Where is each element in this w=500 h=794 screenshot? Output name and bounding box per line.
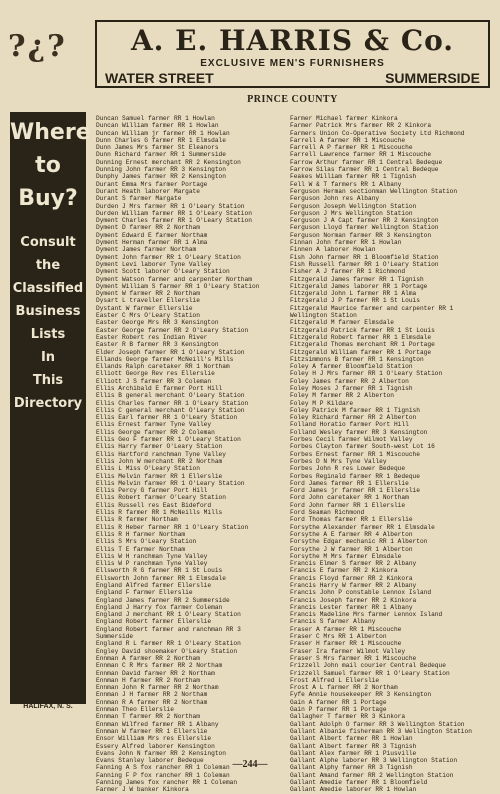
- directory-entry: Ensor William Mrs res Ellerslie: [96, 735, 212, 743]
- directory-entry: Ellis Harry farmer O'Leary Station: [96, 443, 223, 451]
- directory-entry: Fish John farmer RR 1 Bloomfield Station: [290, 253, 439, 261]
- directory-entry: Dysart L traveller Ellerslie: [96, 297, 200, 305]
- directory-entry: Easter Robert res Indian River: [96, 333, 208, 341]
- sidebar-word: Lists: [30, 327, 66, 342]
- directory-entry: Durden J Mrs farmer RR 1 O'Leary Station: [96, 202, 245, 210]
- directory-entry: Easter C Mrs O'Leary Station: [96, 312, 200, 320]
- publisher-name-line: DIRECTORIES: [13, 637, 83, 648]
- directory-entry: Ellis Charles farmer RR 1 O'Leary Station: [96, 399, 249, 407]
- sidebar-word: In: [40, 350, 56, 365]
- directory-entry: Ferguson J A Capt farmer RR 2 Kensington: [290, 217, 439, 225]
- directory-entry: Fitzgerald John L farmer RR 1 Alma: [290, 290, 417, 298]
- directory-entry: Dyment Edward E farmer Northam: [96, 231, 208, 239]
- directory-entry: Francis E farmer RR 2 Kinkora: [290, 567, 398, 575]
- directory-entry: Fraser A farmer RR 1 Miscouche: [290, 625, 402, 633]
- right-listing-column: [290, 115, 495, 794]
- directory-entry: Dyment Levi laborer Tyne Valley: [96, 260, 212, 268]
- directory-entry: Gallant Albert farmer RR 1 Howlan: [290, 735, 413, 743]
- directory-entry: Dunn Richard farmer RR 1 Summerside: [96, 151, 226, 159]
- directory-entry: Essery Alfred laborer Kensington: [96, 742, 215, 750]
- directory-entry: Dyment Charles farmer RR 1 O'Leary Station: [96, 217, 252, 225]
- directory-entry: Dyment D farmer RR 2 Northam: [96, 224, 200, 232]
- directory-entry: Ellis Melvin farmer RR 1 O'Leary Station: [96, 479, 245, 487]
- directory-entry: Frizzell Samuel farmer RR 1 O'Leary Station: [290, 669, 450, 677]
- directory-entry: Fitzgerald Thomas merchant RR 1 Portage: [290, 341, 435, 349]
- directory-entry: Dunn Charles G farmer RR 1 Elmsdale: [96, 136, 226, 144]
- directory-entry: Duncan Samuel farmer RR 1 Howlan: [96, 115, 215, 122]
- directory-entry: Fell W & T farmers RR 1 Albany: [290, 180, 402, 188]
- directory-entry: Foley James farmer RR 2 Alberton: [290, 377, 409, 385]
- directory-entry: Forbes Clayton farmer South-west Lot 16: [290, 443, 435, 451]
- directory-entry: Francis Harry W farmer RR 2 Albany: [290, 582, 417, 589]
- directory-entry: Forbes Reginald farmer RR 1 Bedeque: [290, 472, 420, 480]
- harris-advertisement: [95, 20, 490, 88]
- directory-entry: Ellis Geo F farmer RR 1 O'Leary Station: [96, 436, 241, 444]
- directory-entry: Ferguson J Mrs Wellington Station: [290, 209, 413, 217]
- directory-entry: Farrell A farmer RR 1 Miscouche: [290, 136, 406, 144]
- directory-entry: Foley M farmer RR 2 Alberton: [290, 392, 394, 400]
- publisher-address: 183 Hollis Street: [24, 691, 72, 697]
- directory-entry: Ellis George farmer RR 2 Coleman: [96, 428, 215, 436]
- directory-entry: Ellis Russell res East Bideford: [96, 501, 212, 509]
- company-city: SUMMERSIDE: [385, 70, 480, 86]
- directory-entry: Ferguson Joseph Wellington Station: [290, 202, 417, 210]
- directory-entry: Gallant Alex farmer RR 1 Piusville: [290, 749, 417, 757]
- directory-entry: Dyment James farmer Northam: [96, 246, 197, 254]
- directory-entry: Forbes Cecil farmer Wilmot Valley: [290, 436, 413, 444]
- directory-entry: England Alfred farmer Ellerslie: [96, 582, 212, 589]
- directory-entry: Ellis R Heber farmer RR 1 O'Leary Station: [96, 523, 249, 531]
- directory-entry: Durant Emma Mrs farmer Portage: [96, 180, 208, 188]
- sidebar-word: the: [35, 258, 61, 273]
- directory-entry: Dyment Scott laborer O'Leary Station: [96, 268, 230, 276]
- directory-entry: Ford Thomas farmer RR 1 Ellerslie: [290, 516, 413, 524]
- directory-entry: Francis Lester farmer RR 1 Albany: [290, 603, 413, 611]
- directory-entry: Dystant W farmer Ellerslie: [96, 304, 193, 312]
- directory-entry: England J Harry fox farmer Coleman: [96, 603, 223, 611]
- directory-entry: Engley David shoemaker O'Leary Station: [96, 647, 238, 655]
- directory-entry: Durden William farmer RR 1 O'Leary Station: [96, 209, 252, 217]
- directory-entry: Ennman W farmer RR 1 Ellerslie: [96, 727, 208, 735]
- directory-entry: Elliott J S farmer RR 3 Coleman: [96, 377, 212, 385]
- directory-entry: Farmer Michael farmer Kinkora: [290, 115, 398, 122]
- directory-entry: Dyment Herman farmer RR 1 Alma: [96, 239, 208, 247]
- directory-entry: Ferguson Lloyd farmer Wellington Station: [290, 224, 439, 232]
- directory-entry: Gallant Alphy farmer RR 3 Tignish: [290, 764, 413, 772]
- company-tagline: EXCLUSIVE MEN'S FURNISHERS: [200, 58, 385, 69]
- sidebar-word: Classified: [12, 281, 84, 296]
- directory-entry: Ellis W P ranchman Tyne Valley: [96, 560, 208, 568]
- directory-entry: Ford James jr farmer RR 1 Ellerslie: [290, 487, 420, 495]
- directory-entry: Elder Joseph farmer RR 1 O'Leary Station: [96, 348, 245, 356]
- directory-entry: Ford Seaman Richmond: [290, 509, 365, 517]
- directory-entry: Fish Russell farmer RR 1 O'Leary Station: [290, 260, 439, 268]
- directory-entry: Finnan John farmer RR 1 Howlan: [290, 239, 402, 247]
- question-marks-icon: ?¿?: [8, 29, 67, 64]
- publisher-city: HALIFAX, N. S.: [23, 703, 73, 710]
- directory-entry: Ellis Ernest farmer Tyne Valley: [96, 421, 212, 429]
- sidebar-word: Business: [15, 304, 81, 319]
- directory-entry: Dyment William S farmer RR 1 O'Leary Station: [96, 282, 260, 290]
- directory-entry: Farrell Lawrence farmer RR 1 Miscouche: [290, 151, 432, 159]
- directory-entry: Ennman J H farmer RR 2 Northam: [96, 691, 208, 699]
- publisher-label: PUBLISHED BY: [18, 604, 78, 611]
- directory-entry: Wellington Station: [290, 312, 357, 320]
- directory-entry: Francis Floyd farmer RR 2 Kinkora: [290, 574, 413, 582]
- sidebar-word: to: [35, 153, 61, 178]
- directory-entry: Ennman Theo Ellerslie: [96, 706, 174, 714]
- directory-entry: Fitzgerald James farmer RR 1 Tignish: [290, 275, 424, 283]
- directory-entry: Ellis R H farmer Northam: [96, 530, 186, 538]
- directory-entry: Forbes Ernest farmer RR 1 Miscouche: [290, 450, 420, 458]
- directory-entry: Ellis B general merchant O'Leary Station: [96, 392, 245, 400]
- directory-entry: Ennman A farmer RR 2 Northam: [96, 654, 200, 662]
- directory-entry: Easter George Mrs RR 3 Kensington: [96, 319, 219, 327]
- directory-entry: Ellis Robert farmer O'Leary Station: [96, 494, 226, 502]
- directory-entry: Farmers Union Co-Operative Society Ltd Richmond: [290, 129, 465, 137]
- directory-entry: Durant S farmer Margate: [96, 195, 182, 203]
- directory-entry: Ellis S Mrs O'Leary Station: [96, 538, 197, 546]
- directory-entry: Ellis Archibald E farmer Port Hill: [96, 384, 223, 392]
- directory-entry: Gallant Amedie farmer RR 1 Bloomfield: [290, 779, 428, 787]
- directory-entry: Forsythe A E farmer RR 4 Alberton: [290, 530, 413, 538]
- directory-entry: Folland Wesley farmer RR 3 Kensington: [290, 428, 428, 436]
- directory-entry: Gallant Albert farmer RR 3 Tignish: [290, 742, 417, 750]
- directory-entry: Ellis John W merchant RR 2 Northam: [96, 457, 223, 465]
- directory-entry: Fitzgerald Patrick farmer RR 1 St Louis: [290, 326, 435, 334]
- directory-entry: Ellis R farmer Northam: [96, 516, 178, 524]
- directory-entry: Gallagher T farmer RR 3 Kinkora: [290, 713, 406, 721]
- directory-entry: Forsythe Edgar mechanic RR 1 Alberton: [290, 538, 428, 546]
- directory-entry: Ennman T farmer RR 2 Northam: [96, 713, 200, 721]
- directory-entry: Gain A farmer RR 1 Portage: [290, 698, 387, 706]
- directory-entry: Dunn James Mrs farmer St Eleanors: [96, 144, 219, 152]
- directory-entry: Ellis R farmer RR 1 McNeills Mills: [96, 509, 223, 517]
- directory-entry: England Robert farmer Ellerslie: [96, 618, 212, 626]
- directory-entry: Fanning James fox rancher RR 1 Coleman: [96, 779, 238, 787]
- directory-entry: Ferguson Norman farmer RR 3 Kensington: [290, 231, 432, 239]
- directory-entry: Farmer J W banker Kinkora: [96, 786, 189, 794]
- publisher-name: [10, 619, 86, 683]
- directory-entry: Francis John P constable Lennox Island: [290, 589, 432, 597]
- directory-entry: Fanning A S fox rancher RR 1 Coleman: [96, 764, 230, 772]
- directory-entry: Easter R B farmer RR 3 Kensington: [96, 341, 219, 349]
- directory-entry: Fraser S Mrs farmer RR 1 Miscouche: [290, 654, 417, 662]
- directory-entry: Ennman R A farmer RR 2 Northam: [96, 698, 208, 706]
- directory-entry: Gallant Albanie fisherman RR 3 Wellington Station: [290, 727, 472, 735]
- directory-entry: Gallant Amand farmer RR 2 Wellington Station: [290, 771, 454, 779]
- directory-entry: Ellsworth John farmer RR 1 Elmsdale: [96, 574, 226, 582]
- sidebar-word: Directory: [13, 396, 83, 411]
- directory-entry: Gallant Alphe laborer RR 3 Wellington Station: [290, 757, 458, 765]
- directory-entry: Duncan William jr farmer RR 1 Howlan: [96, 129, 230, 137]
- directory-entry: Ellis C general merchant O'Leary Station: [96, 406, 245, 414]
- directory-entry: Durant Heath laborer Margate: [96, 187, 200, 195]
- directory-entry: Elliott George Rev res Ellerslie: [96, 370, 215, 378]
- directory-entry: Francis Madeline Mrs farmer Lennox Island: [290, 611, 443, 619]
- directory-entry: Francis Elmer S farmer RR 2 Albany: [290, 560, 417, 568]
- directory-entry: Farrow Silas farmer RR 1 Central Bedeque: [290, 166, 439, 174]
- directory-entry: England R L farmer RR 1 O'Leary Station: [96, 640, 241, 648]
- directory-entry: Farmer Patrick Mrs farmer RR 2 Kinkora: [290, 122, 432, 130]
- directory-entry: Foley Moses J farmer RR 1 Tignish: [290, 384, 413, 392]
- directory-entry: Ellands George farmer McNeill's Mills: [96, 355, 234, 363]
- directory-entry: Foley H J Mrs farmer RR 1 O'Leary Station: [290, 370, 443, 378]
- directory-entry: Summerside: [96, 633, 134, 641]
- directory-entry: Fitzgerald M farmer Elmsdale: [290, 319, 394, 327]
- directory-entry: Ennman John R farmer RR 2 Northam: [96, 684, 219, 692]
- directory-entry: Foley Patrick M farmer RR 1 Tignish: [290, 406, 420, 414]
- directory-entry: Ford James farmer RR 1 Ellerslie: [290, 479, 409, 487]
- directory-entry: Ennman Wilfred farmer RR 1 Albany: [96, 720, 219, 728]
- directory-entry: Dyment John farmer RR 1 O'Leary Station: [96, 253, 241, 261]
- directory-entry: Ellis Hartford ranchman Tyne Valley: [96, 450, 226, 458]
- publisher-name-line: ATLANTIC: [23, 653, 73, 664]
- directory-entry: Farrow Arthur farmer RR 1 Central Bedeque: [290, 158, 443, 166]
- directory-entry: Forbes John R res Lower Bedeque: [290, 465, 406, 473]
- directory-entry: Fisher A J farmer RR 1 Richmond: [290, 268, 406, 276]
- directory-entry: Forsythe Alexander farmer RR 1 Elmsdale: [290, 523, 435, 531]
- directory-entry: Fitzgerald Robert farmer RR 1 Elmsdale: [290, 333, 432, 341]
- directory-entry: Dyment W farmer RR 2 Northam: [96, 290, 200, 298]
- directory-entry: Forsythe J W farmer RR 1 Alberton: [290, 545, 413, 553]
- directory-entry: Evans John N farmer RR 2 Kensington: [96, 749, 226, 757]
- directory-entry: Ellis L Miss O'Leary Station: [96, 465, 200, 473]
- directory-entry: Ford John farmer RR 1 Ellerslie: [290, 501, 406, 509]
- left-listing-column: [96, 115, 286, 794]
- directory-entry: Ellis W H ranchman Tyne Valley: [96, 552, 208, 560]
- directory-entry: Fitzgerald J P farmer RR 1 St Louis: [290, 297, 420, 305]
- directory-entry: Ellis Earl farmer RR 1 O'Leary Station: [96, 414, 238, 422]
- directory-entry: Ferguson Herman sectionman Wellington Station: [290, 187, 458, 195]
- directory-entry: Dunning Ernest merchant RR 2 Kensington: [96, 158, 241, 166]
- directory-entry: Duncan William farmer RR 1 Howlan: [96, 122, 219, 130]
- directory-entry: Fraser C Mrs RR 1 Alberton: [290, 633, 387, 641]
- directory-entry: Francis Joseph farmer RR 2 Kinkora: [290, 596, 417, 604]
- company-street: WATER STREET: [105, 70, 214, 86]
- publisher-block: [10, 602, 86, 710]
- directory-entry: Gain P farmer RR 1 Portage: [290, 706, 387, 714]
- directory-entry: Gallant Adolph O farmer RR 3 Wellington Station: [290, 720, 465, 728]
- directory-entry: Foley Richard farmer RR 2 Alberton: [290, 414, 417, 422]
- directory-entry: Forsythe M Mrs farmer Elmsdale: [290, 552, 402, 560]
- directory-entry: England Robert farmer and ranchman RR 3: [96, 625, 241, 633]
- sidebar-word: Where: [10, 120, 91, 145]
- directory-entry: Ellands Ralph caretaker RR 1 Northam: [96, 363, 230, 371]
- sidebar-word: Buy?: [18, 186, 78, 211]
- directory-entry: Fanning F P fox rancher RR 1 Coleman: [96, 771, 230, 779]
- directory-entry: Frost Alfred L Ellerslie: [290, 676, 380, 684]
- directory-entry: Ennman H farmer RR 2 Northam: [96, 676, 200, 684]
- directory-entry: Fitzgerald William farmer RR 1 Portage: [290, 348, 432, 356]
- directory-entry: Dunphy James farmer RR 2 Kensington: [96, 173, 226, 181]
- directory-entry: Fyfe Annie housekeeper RR 3 Kensington: [290, 691, 432, 699]
- directory-entry: Farrell A P farmer RR 1 Miscouche: [290, 144, 413, 152]
- directory-entry: Ford John caretaker RR 1 Northam: [290, 494, 409, 502]
- directory-entry: England F farmer Ellerslie: [96, 589, 193, 597]
- directory-entry: Frost A L farmer RR 2 Northam: [290, 684, 398, 692]
- directory-entry: Fitzgerald Maurice farmer and carpenter RR 1: [290, 304, 454, 312]
- directory-entry: Foley M P Kildare: [290, 399, 354, 407]
- directory-entry: Fitzsimmons B farmer RR 1 Kensington: [290, 355, 424, 363]
- directory-entry: Ellis T E farmer Northam: [96, 545, 186, 553]
- directory-entry: Fitzgerald James laborer RR 1 Portage: [290, 282, 428, 290]
- directory-entry: Ferguson John res Albany: [290, 195, 380, 203]
- directory-entry: Frizzell John mail courier Central Bedeque: [290, 662, 446, 670]
- sidebar-word: This: [32, 373, 64, 388]
- publisher-name-line: MIGHT: [31, 621, 65, 632]
- directory-entry: Dunning John farmer RR 3 Kensington: [96, 166, 226, 174]
- directory-entry: Dyment Watson farmer and carpenter Northam: [96, 275, 252, 283]
- directory-entry: England J merchant RR 1 O'Leary Station: [96, 611, 241, 619]
- directory-entry: Folland Horatio farmer Port Hill: [290, 421, 409, 429]
- directory-entry: Foley A farmer Bloomfield Station: [290, 363, 413, 371]
- publisher-name-line: LIMITED: [28, 669, 68, 680]
- directory-entry: Finnen A laborer Howlan: [290, 246, 376, 254]
- directory-entry: Forbes D N Mrs Tyne Valley: [290, 457, 387, 465]
- directory-entry: Fraser Ira farmer Wilmot Valley: [290, 647, 406, 655]
- sidebar-word: Consult: [20, 235, 76, 250]
- company-name: A. E. HARRIS & Co.: [130, 24, 455, 57]
- directory-entry: Ennman C R Mrs farmer RR 2 Northam: [96, 662, 223, 670]
- directory-entry: Fraser H farmer RR 1 Miscouche: [290, 640, 402, 648]
- directory-entry: Ellsworth R G farmer RR 1 St Louis: [96, 567, 223, 575]
- page-number: —244—: [232, 759, 268, 770]
- directory-entry: Ellis Percy G farmer Port Hill: [96, 487, 208, 495]
- directory-entry: Easter George farmer RR 2 O'Leary Station: [96, 326, 249, 334]
- directory-entry: Ellis Melvin farmer RR 1 Ellerslie: [96, 472, 223, 480]
- directory-entry: Ennman David farmer RR 2 Northam: [96, 669, 215, 677]
- directory-entry: Evans Stanley laborer Bedeque: [96, 757, 204, 765]
- directory-entry: Feakes William farmer RR 1 Tignish: [290, 173, 417, 181]
- county-heading: PRINCE COUNTY: [247, 94, 338, 105]
- directory-entry: Gallant Amedie laborer RR 1 Howlan: [290, 786, 417, 794]
- directory-entry: Francis S farmer Albany: [290, 618, 376, 626]
- directory-entry: England James farmer RR 2 Summerside: [96, 596, 230, 604]
